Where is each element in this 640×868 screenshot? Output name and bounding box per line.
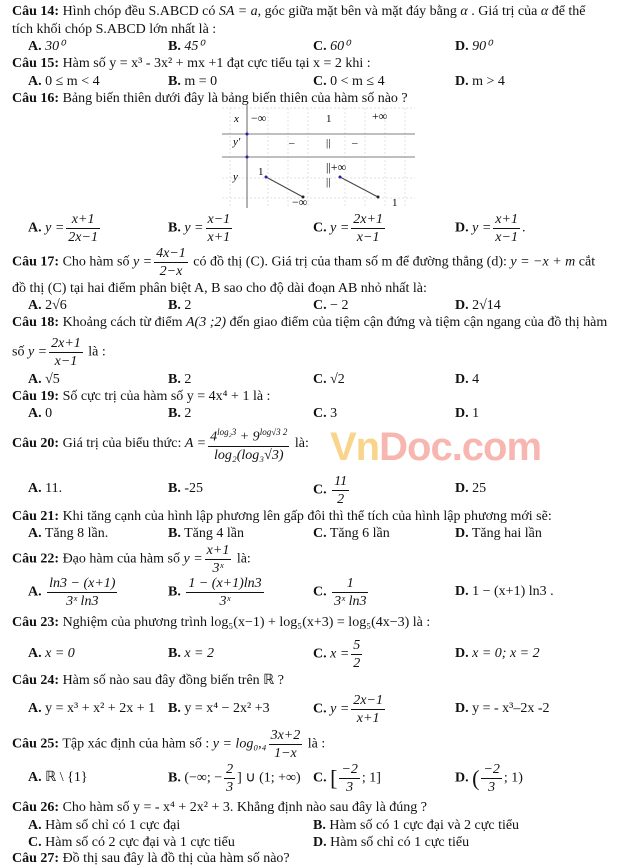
q-text: có đồ thị (C). Giá trị của tham số m để đường thẳng (d): — [193, 254, 507, 270]
numerator: 2x+1 — [353, 212, 383, 227]
option-value: 25 — [472, 481, 487, 496]
option-c[interactable] — [313, 693, 387, 726]
option-key: A. — [28, 39, 42, 54]
option-key: C. — [313, 482, 327, 498]
question-27 — [12, 850, 290, 868]
option-a[interactable] — [28, 371, 60, 389]
option-key: D. — [455, 39, 469, 54]
fraction — [493, 212, 520, 245]
option-a[interactable] — [28, 525, 108, 543]
q-text: là : — [412, 615, 431, 630]
denominator: x+1 — [356, 711, 380, 726]
option-value: 11. — [45, 481, 63, 496]
question-label: Câu 19: — [12, 389, 60, 404]
math: ; 1] — [361, 770, 381, 786]
numerator: ln3 − (x+1) — [49, 576, 116, 591]
question-label: Câu 14: — [12, 4, 60, 19]
fraction — [224, 762, 235, 795]
q-text: Nghiệm của phương trình — [62, 615, 208, 630]
math: α — [460, 4, 468, 19]
question-18 — [12, 314, 607, 332]
numerator: x−1 — [207, 212, 231, 227]
question-24 — [12, 672, 284, 690]
fraction — [269, 728, 303, 761]
option-key: B. — [168, 220, 181, 236]
y-undefined: || — [326, 176, 331, 188]
option-value: 0 < m ≤ 4 — [330, 74, 385, 89]
question-label: Câu 17: — [12, 254, 60, 270]
x-posinf: +∞ — [372, 109, 388, 123]
option-value: √5 — [45, 372, 60, 387]
numerator: x+1 — [495, 212, 518, 227]
option-value: Tăng hai lần — [471, 526, 542, 541]
q-text: đến giao điểm của tiệm cận đứng và tiệm cận ngang của đồ thị hàm — [229, 315, 608, 330]
q-text: Đạo hàm của hàm số — [62, 551, 180, 567]
sign-minus: – — [352, 137, 358, 149]
variation-table — [0, 0, 640, 212]
option-b[interactable] — [168, 297, 191, 315]
option-value: Tăng 8 lần. — [44, 526, 109, 541]
denominator: x−1 — [495, 230, 518, 245]
question-label: Câu 15: — [12, 56, 60, 71]
option-key: A. — [28, 74, 42, 89]
bracket: [ — [330, 765, 338, 791]
math: y = −x + m — [510, 254, 576, 270]
numerator: 5 — [353, 638, 361, 653]
math: x = — [330, 646, 350, 662]
option-value: 2 — [184, 406, 192, 421]
option-value: m = 0 — [184, 74, 218, 89]
fraction — [481, 762, 501, 795]
option-b[interactable] — [168, 525, 244, 543]
option-value: 45⁰ — [184, 39, 204, 54]
option-d[interactable] — [455, 405, 479, 423]
option-b[interactable] — [168, 371, 191, 389]
option-value: 0 ≤ m < 4 — [45, 74, 100, 89]
denominator: 2−x — [159, 264, 183, 279]
option-key: B. — [168, 406, 181, 421]
option-value: Tăng 6 lần — [329, 526, 390, 541]
option-d[interactable] — [455, 700, 550, 718]
denominator: x−1 — [54, 354, 78, 369]
math: α — [540, 4, 549, 19]
option-value: x = 0; x = 2 — [472, 646, 540, 661]
question-label: Câu 24: — [12, 673, 60, 688]
denominator: 2 — [337, 492, 345, 507]
option-key: C. — [313, 39, 327, 54]
math: ; 1) — [503, 770, 523, 786]
option-key: B. — [168, 481, 181, 496]
question-20 — [12, 425, 309, 463]
numerator: −2 — [341, 762, 358, 777]
exponent: log₂3 — [217, 427, 237, 437]
option-key: A. — [28, 646, 42, 661]
option-a[interactable] — [28, 576, 119, 609]
option-value: 0 — [45, 406, 53, 421]
option-a[interactable] — [28, 297, 67, 315]
numerator: 11 — [334, 474, 348, 489]
sign-undefined: || — [326, 137, 331, 149]
option-value: y = x³ + x² + 2x + 1 — [45, 701, 156, 716]
numerator: 3x+2 — [270, 728, 301, 743]
option-key: B. — [168, 584, 181, 600]
option-key: A. — [28, 220, 42, 236]
numerator: 2x−1 — [353, 693, 383, 708]
row-label-y: y — [233, 171, 238, 183]
fraction — [186, 576, 263, 609]
y-neginf: −∞ — [292, 195, 308, 209]
option-d[interactable] — [455, 371, 479, 389]
option-value: 30⁰ — [45, 39, 65, 54]
option-key: B. — [168, 39, 181, 54]
question-label: Câu 18: — [12, 315, 60, 330]
numerator: 4x−1 — [156, 246, 186, 261]
math: y = — [27, 344, 48, 360]
watermark — [330, 426, 541, 468]
q-text: tích khối chóp S.ABCD lớn nhất là : — [12, 22, 217, 37]
option-c[interactable] — [313, 405, 337, 423]
option-d[interactable] — [455, 480, 486, 498]
q-text: số — [12, 344, 25, 360]
numerator: 2 — [226, 762, 234, 777]
option-value: 1 − (x+1) ln3 . — [472, 584, 554, 599]
option-key: B. — [168, 74, 181, 89]
option-b[interactable] — [168, 405, 191, 423]
denominator: 3ˣ ln3 — [334, 594, 367, 609]
option-b[interactable] — [168, 576, 266, 609]
option-a[interactable] — [28, 645, 75, 663]
option-c[interactable] — [313, 297, 349, 315]
q-text: Bảng biến thiên dưới đây là bảng biến thiên của hàm số nào ? — [62, 91, 408, 106]
fraction — [351, 212, 385, 245]
option-value: Hàm số có 2 cực đại và 1 cực tiểu — [45, 835, 235, 850]
option-key: A. — [28, 701, 42, 716]
option-a[interactable] — [28, 480, 62, 498]
option-value: 1 — [472, 406, 480, 421]
denominator: 2x−1 — [68, 230, 98, 245]
fraction — [351, 638, 362, 671]
fraction — [206, 212, 233, 245]
q-text: Cho hàm số y = - x⁴ + 2x² + 3. Khẳng định nào sau đây là đúng ? — [62, 800, 427, 815]
option-key: B. — [168, 372, 181, 387]
option-key: D. — [455, 406, 469, 421]
option-d[interactable] — [455, 212, 525, 245]
watermark-part: Vn — [330, 425, 380, 469]
math: y = — [472, 220, 492, 236]
option-key: D. — [455, 74, 469, 89]
q-text: Tập xác định của hàm số : — [62, 736, 210, 752]
option-key: B. — [168, 701, 181, 716]
question-label: Câu 22: — [12, 551, 60, 567]
option-b[interactable] — [168, 700, 270, 718]
numerator: x+1 — [66, 212, 100, 229]
y-posinf: ||+∞ — [326, 160, 347, 174]
q-text: Hình chóp đều S.ABCD có — [62, 4, 216, 19]
option-key: D. — [313, 835, 327, 850]
option-value: − 2 — [330, 298, 349, 313]
option-value: 60⁰ — [330, 39, 350, 54]
option-b[interactable] — [168, 762, 301, 795]
option-key: B. — [168, 298, 181, 313]
option-c[interactable] — [313, 212, 387, 245]
option-value: m > 4 — [472, 74, 505, 89]
math: y = — [330, 220, 350, 236]
q-text: là: — [294, 436, 309, 452]
option-a[interactable] — [28, 212, 102, 245]
fraction — [205, 543, 232, 576]
q-text: Số cực trị của hàm số y = 4x⁴ + 1 là : — [62, 389, 271, 404]
option-key: C. — [313, 526, 327, 541]
numerator — [208, 425, 289, 447]
fraction — [66, 212, 100, 245]
fraction — [154, 246, 188, 279]
decreasing-arrow — [266, 177, 303, 197]
fraction — [332, 474, 349, 507]
option-key: A. — [28, 584, 42, 600]
option-key: A. — [28, 818, 42, 833]
option-value: 2 — [184, 298, 192, 313]
option-key: C. — [313, 701, 327, 717]
option-key: D. — [455, 526, 469, 541]
option-value: ℝ \ {1} — [45, 770, 88, 785]
question-label: Câu 25: — [12, 736, 60, 752]
fraction — [339, 762, 359, 795]
numerator: 2x+1 — [51, 336, 81, 351]
option-key: D. — [455, 481, 469, 496]
denominator: log₂(log₃√3) — [213, 447, 284, 463]
denominator: 3ˣ — [219, 594, 231, 609]
exponent: log√3 2 — [259, 427, 288, 437]
option-value: Hàm số chỉ có 1 cực tiểu — [330, 835, 470, 850]
option-c[interactable] — [313, 474, 351, 507]
denominator: 3 — [488, 780, 496, 795]
option-key: A. — [28, 526, 42, 541]
option-d[interactable] — [455, 525, 542, 543]
option-value: y = x⁴ − 2x² +3 — [184, 701, 270, 716]
row-label-yprime: y′ — [233, 136, 241, 148]
q-text: đồ thị (C) tại hai điểm phân biệt A, B sao cho độ dài đoạn AB nhỏ nhất là: — [12, 281, 427, 296]
denominator: 2 — [353, 656, 361, 671]
math: (−∞; − — [184, 770, 223, 786]
equation: log₅(x−1) + log₅(x+3) = log₅(4x−3) — [210, 615, 410, 630]
question-25 — [12, 728, 325, 761]
denominator: 3 — [346, 780, 354, 795]
watermark-part: Doc.com — [379, 425, 542, 469]
option-c[interactable] — [313, 762, 381, 795]
question-label: Câu 27: — [12, 851, 60, 866]
option-key: B. — [313, 818, 326, 833]
y-end: 1 — [392, 197, 398, 209]
denominator: 3ˣ — [212, 561, 224, 576]
option-a[interactable] — [28, 405, 52, 423]
option-d[interactable] — [455, 583, 554, 601]
option-key: C. — [313, 74, 327, 89]
option-key: D. — [455, 298, 469, 313]
question-label: Câu 26: — [12, 800, 60, 815]
option-key: A. — [28, 298, 42, 313]
option-a[interactable] — [28, 817, 180, 835]
option-c[interactable] — [313, 576, 370, 609]
option-value: Hàm số có 1 cực đại và 2 cực tiểu — [329, 818, 520, 833]
option-b[interactable] — [168, 212, 234, 245]
denominator: 3 — [226, 780, 234, 795]
option-key: D. — [455, 220, 469, 236]
option-b[interactable] — [313, 817, 519, 835]
option-value: 2 — [184, 372, 192, 387]
numerator: 1 — [332, 576, 368, 593]
option-key: C. — [313, 770, 327, 786]
x-one: 1 — [326, 113, 332, 125]
option-b[interactable] — [168, 480, 203, 498]
option-key: A. — [28, 406, 42, 421]
option-key: C. — [313, 584, 327, 600]
option-key: C. — [313, 220, 327, 236]
denominator: x−1 — [356, 230, 380, 245]
option-value: 90⁰ — [472, 39, 492, 54]
fraction — [332, 576, 368, 609]
option-key: A. — [28, 481, 42, 496]
math: A = — [184, 436, 207, 452]
x-neginf: −∞ — [251, 111, 267, 125]
option-d[interactable] — [313, 834, 469, 852]
math: y = — [184, 220, 204, 236]
option-value: x = 0 — [45, 646, 75, 661]
q-text: Hàm số y = x³ - 3x² + mx +1 đạt cực tiểu tại x = 2 khi : — [62, 56, 371, 71]
option-value: Tăng 4 lần — [184, 526, 244, 541]
numerator: 1 − (x+1)ln3 — [188, 576, 262, 591]
option-value: y = - x³–2x -2 — [472, 701, 550, 716]
option-c[interactable] — [313, 525, 390, 543]
question-label: Câu 21: — [12, 509, 60, 524]
question-label: Câu 23: — [12, 615, 60, 630]
math: y = — [183, 551, 203, 567]
q-text: Khoảng cách từ điểm — [62, 315, 183, 330]
q-text: là : — [88, 344, 106, 360]
option-key: A. — [28, 770, 42, 785]
fraction — [49, 336, 83, 369]
question-21 — [12, 508, 552, 526]
question-19 — [12, 388, 270, 406]
option-key: C. — [313, 406, 327, 421]
denominator: 3ˣ ln3 — [66, 594, 99, 609]
option-c[interactable] — [313, 371, 345, 389]
option-key: C. — [313, 646, 327, 662]
decreasing-arrow — [340, 177, 378, 197]
denominator: 1−x — [274, 746, 297, 761]
y-start: 1 — [258, 166, 264, 178]
option-value: 2√6 — [45, 298, 67, 313]
fraction — [47, 576, 117, 609]
q-text: Hàm số nào sau đây đồng biến trên ℝ ? — [62, 673, 284, 688]
numerator: x+1 — [206, 543, 230, 558]
option-key: D. — [455, 770, 469, 786]
option-value: x = 2 — [184, 646, 215, 661]
denominator: x+1 — [207, 230, 231, 245]
math: y = — [45, 220, 65, 236]
option-d[interactable] — [455, 645, 540, 663]
q-text: Khi tăng cạnh của hình lập phương lên gấp đôi thì thể tích của hình lập phương mới sẽ: — [62, 509, 552, 524]
option-key: C. — [313, 298, 327, 313]
option-b[interactable] — [168, 645, 214, 663]
option-key: B. — [168, 770, 181, 786]
q-text: là: — [236, 551, 251, 567]
option-a[interactable] — [28, 769, 88, 787]
question-26 — [12, 799, 427, 817]
option-value: 3 — [330, 406, 338, 421]
q-text: Giá trị của biểu thức: — [62, 436, 182, 452]
fraction — [351, 693, 385, 726]
fraction — [208, 425, 289, 463]
option-value: Hàm số chỉ có 1 cực đại — [45, 818, 181, 833]
q-text: để thể — [551, 4, 586, 19]
option-value: 4 — [472, 372, 480, 387]
option-value: 2√14 — [472, 298, 501, 313]
sign-minus: – — [289, 137, 295, 149]
option-d[interactable] — [455, 762, 523, 795]
math: y = log₀,₄ — [212, 736, 267, 752]
option-key: B. — [168, 646, 181, 661]
numerator: −2 — [483, 762, 500, 777]
option-key: D. — [455, 584, 469, 599]
question-23 — [12, 614, 430, 632]
question-17 — [12, 246, 595, 279]
option-key: D. — [455, 372, 469, 387]
q-text: Đồ thị sau đây là đồ thị của hàm số nào? — [62, 851, 290, 866]
option-key: C. — [313, 372, 327, 387]
base: 4 — [210, 429, 218, 445]
option-value: √2 — [330, 372, 345, 387]
bracket: ( — [472, 765, 480, 791]
option-key: C. — [28, 835, 42, 850]
q-text: . Giá trị của — [471, 4, 538, 19]
q-text: là : — [307, 736, 326, 752]
math: SA = a — [218, 4, 258, 19]
term: + 9 — [236, 429, 260, 445]
option-a[interactable] — [28, 700, 155, 718]
math: ] ∪ (1; +∞) — [237, 770, 301, 786]
option-c[interactable] — [313, 638, 364, 671]
math: A(3 ;2) — [186, 315, 227, 330]
q-text-line2 — [12, 336, 106, 369]
q-text: , góc giữa mặt bên và mặt đáy bằng — [257, 4, 457, 19]
option-d[interactable] — [455, 297, 501, 315]
math: y = — [132, 254, 153, 270]
math: y = — [330, 701, 350, 717]
question-label: Câu 16: — [12, 91, 60, 106]
option-value: -25 — [184, 481, 204, 496]
question-22 — [12, 543, 251, 576]
question-label: Câu 20: — [12, 436, 60, 452]
option-key: B. — [168, 526, 181, 541]
row-label-x: x — [234, 113, 239, 125]
option-key: A. — [28, 372, 42, 387]
punct: . — [521, 220, 526, 236]
q-text: cắt — [578, 254, 596, 270]
option-key: D. — [455, 701, 469, 716]
q-text: Cho hàm số — [62, 254, 130, 270]
option-key: D. — [455, 646, 469, 661]
